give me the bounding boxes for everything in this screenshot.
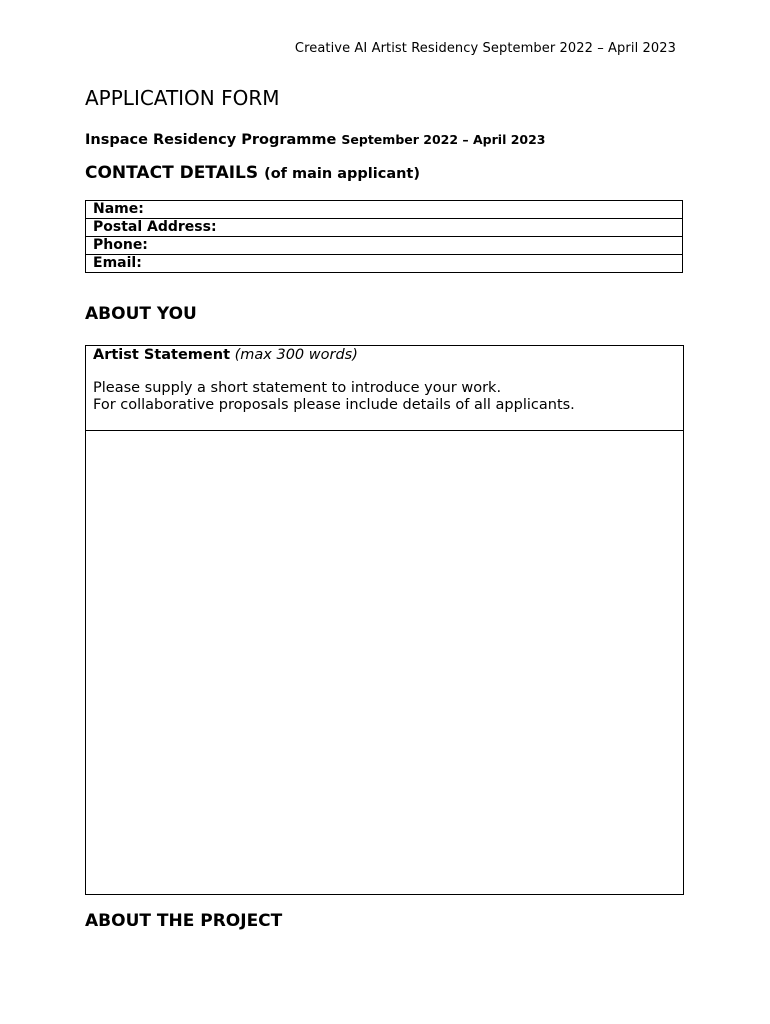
word-limit-note: (max 300 words)	[234, 347, 358, 363]
contact-heading-text: CONTACT DETAILS	[85, 163, 259, 183]
artist-statement-instructions	[86, 346, 683, 431]
instruction-text	[93, 380, 676, 414]
about-the-project-heading: ABOUT THE PROJECT	[85, 911, 283, 931]
phone-field[interactable]: Phone:	[86, 237, 682, 255]
contact-subheading: (of main applicant)	[264, 166, 420, 182]
programme-line	[85, 132, 546, 148]
contact-details-heading	[85, 163, 420, 183]
about-you-heading: ABOUT YOU	[85, 304, 197, 324]
artist-statement-answer-area[interactable]	[86, 431, 683, 894]
email-field[interactable]: Email:	[93, 255, 142, 271]
running-header: Creative AI Artist Residency September 2022 – April 2023	[294, 41, 676, 56]
programme-dates: September 2022 – April 2023	[341, 132, 546, 147]
artist-statement-label: Artist Statement	[93, 347, 231, 363]
postal-address-field[interactable]: Postal Address:	[86, 219, 682, 237]
artist-statement-box	[85, 345, 684, 895]
instruction-line-2: For collaborative proposals please include details of all applicants.	[93, 397, 575, 413]
artist-statement-title	[93, 346, 676, 364]
instruction-line-1: Please supply a short statement to introduce your work.	[93, 380, 502, 396]
contact-details-table	[85, 200, 683, 273]
form-title: APPLICATION FORM	[85, 86, 280, 110]
name-field[interactable]: Name:	[86, 201, 682, 219]
programme-name: Inspace Residency Programme	[85, 132, 337, 148]
